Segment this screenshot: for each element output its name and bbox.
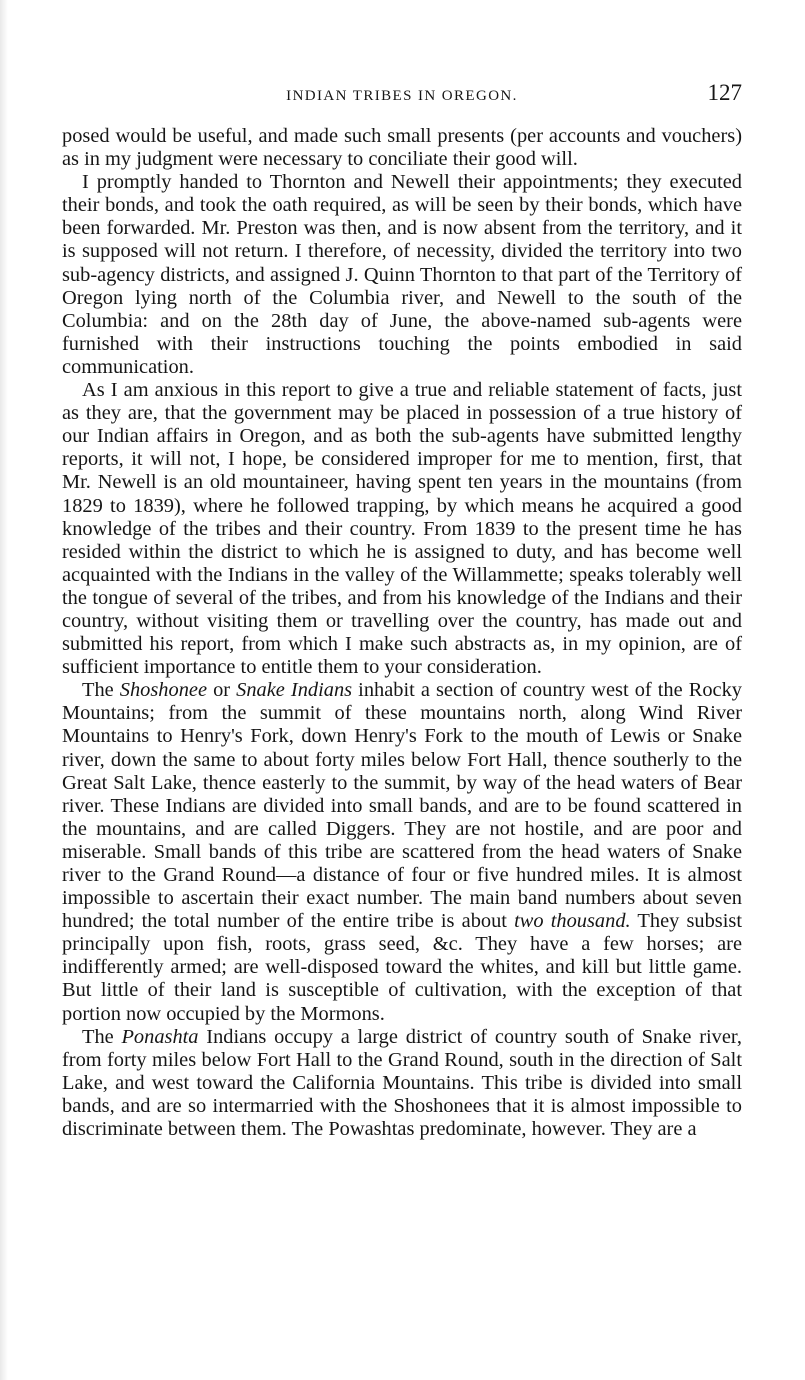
paragraph-shoshonee [62, 679, 742, 1025]
running-head: INDIAN TRIBES IN OREGON. [286, 88, 518, 104]
paragraph-continuation: posed would be useful, and made such small presents (per accounts and vouchers) as in my judgment were necessary to conciliate their good will. [62, 125, 742, 171]
snake-indians-italic-name: Snake Indians [236, 679, 353, 702]
shoshonee-intro: The [82, 679, 120, 702]
paragraph-ponashta [62, 1026, 742, 1141]
shoshonee-text-a: inhabit a section of country west of the Rocky Mountains; from the summit of these mountains north, along Wind River Mountains to Henry's Fork, down Henry's Fork to the mouth of Lewis or Snake river, down the same to about forty miles below Fort Hall, thence southerly to the Great Salt Lake, thence easterly to the summit, by way of the head waters of Bear river. These Indians are divided into small bands, and are to be found scattered in the mountains, and are called Diggers. They are not hostile, and are poor and miserable. Small bands of this tribe are scattered from the head waters of Snake river to the Grand Round—a distance of four or five hundred miles. It is almost impossible to ascertain their exact number. The main band numbers about seven hundred; the total number of the entire tribe is about [62, 679, 742, 933]
paragraph-appointments: I promptly handed to Thornton and Newell their appointments; they executed their bonds, and took the oath required, as will be seen by their bonds, which have been forwarded. Mr. Preston was then, and is now absent from the territory, and it is supposed will not return. I therefore, of necessity, divided the territory into two sub-agency districts, and assigned J. Quinn Thornton to that part of the Territory of Oregon lying north of the Columbia river, and Newell to the south of the Columbia: and on the 28th day of June, the above-named sub-agents were furnished with their instructions touching the points embodied in said communication. [62, 171, 742, 378]
shoshonee-or: or [207, 679, 237, 702]
paper-edge-shadow [0, 0, 8, 1380]
body-text [62, 125, 742, 1141]
shoshonee-italic-name: Shoshonee [119, 679, 207, 702]
page-number: 127 [707, 80, 742, 105]
page-header [62, 80, 742, 110]
ponashta-text-a: Indians occupy a large district of country south of Snake river, from forty miles below Fort Hall to the Grand Round, south in the direction of Salt Lake, and west toward the California Mountains. This tribe is divided into small bands, and are so intermarried with the Shoshonees that it is almost impossible to discriminate between them. The Powashtas predominate, however. They are a [62, 1025, 742, 1141]
ponashta-intro: The [82, 1025, 122, 1048]
shoshonee-text-b: They subsist principally upon fish, roots, grass seed, &c. They have a few horses; are indifferently armed; are well-disposed toward the whites, and kill but little game. But little of their land is susceptible of cultivation, with the exception of that portion now occupied by the Mormons. [62, 910, 743, 1025]
two-thousand-italic: two thousand. [514, 910, 631, 933]
ponashta-italic-name: Ponashta [121, 1025, 199, 1048]
paragraph-newell-background: As I am anxious in this report to give a true and reliable statement of facts, just as they are, that the government may be placed in possession of a true history of our Indian affairs in Oregon, and as both the sub-agents have submitted lengthy reports, it will not, I hope, be considered improper for me to mention, first, that Mr. Newell is an old mountaineer, having spent ten years in the mountains (from 1829 to 1839), where he followed trapping, by which means he acquired a good knowledge of the tribes and their country. From 1839 to the present time he has resided within the district to which he is assigned to duty, and has become well acquainted with the Indians in the valley of the Willammette; speaks tolerably well the tongue of several of the tribes, and from his knowledge of the Indians and their country, without visiting them or travelling over the country, has made out and submitted his report, from which I make such abstracts as, in my opinion, are of sufficient importance to entitle them to your consideration. [62, 379, 742, 679]
